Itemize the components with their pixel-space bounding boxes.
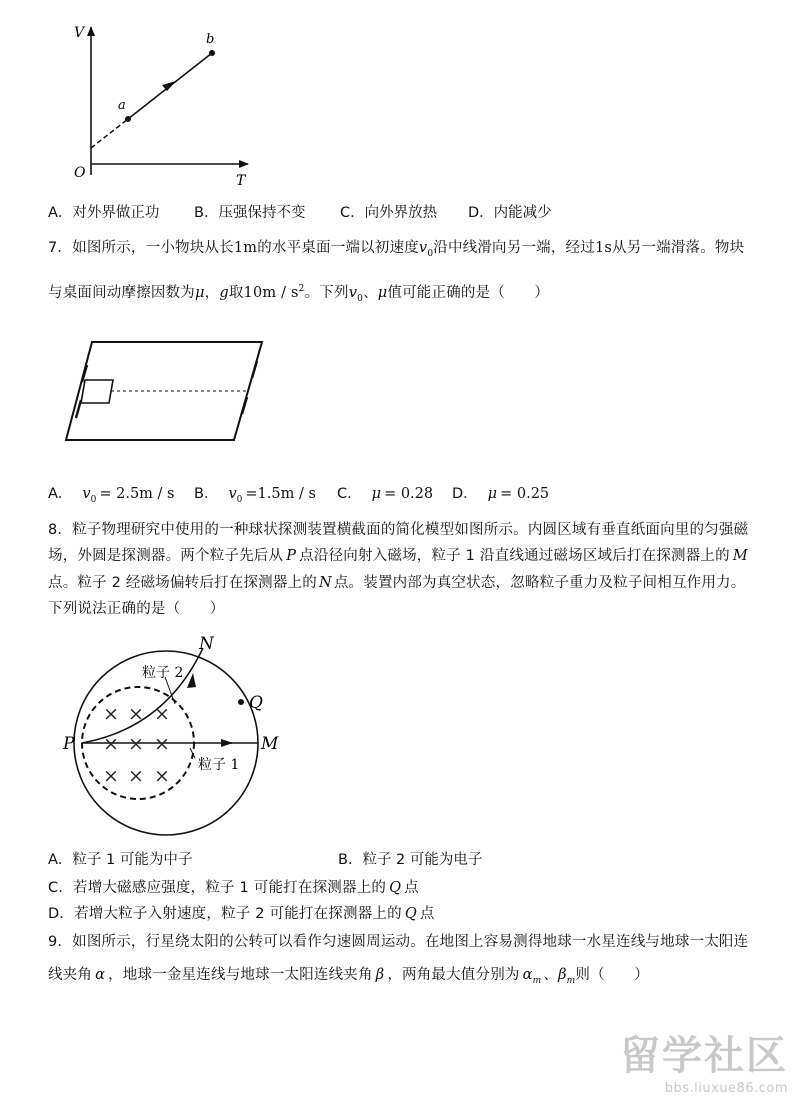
q6-option-d: D．内能减少 (468, 205, 552, 221)
q7-option-b: B． $v_0 =1.5m / s$ (194, 486, 316, 505)
label-particle-1: 粒子 1 (198, 757, 240, 773)
label-particle-2: 粒子 2 (142, 665, 184, 681)
label-m: M (261, 734, 279, 754)
q9-line-1: 9．如图所示，行星绕太阳的公转可以看作匀速圆周运动。在地图上容易测得地球一水星连线与地球一太阳连 (48, 934, 749, 950)
q8-option-c: C．若增大磁感应强度，粒子 1 可能打在探测器上的 Q 点 (48, 880, 419, 896)
origin-label: O (74, 165, 86, 181)
b-label: b (206, 32, 215, 47)
watermark-title: 留学社区 (620, 1033, 788, 1079)
point-a (125, 116, 131, 122)
q8-option-b: B．粒子 2 可能为电子 (338, 852, 483, 868)
q6-option-a: A．对外界做正功 (48, 205, 160, 221)
direction-arrow (162, 81, 176, 91)
watermark (620, 1024, 788, 1096)
q6-option-c: C．向外界放热 (340, 205, 438, 221)
q8-options-ab (48, 848, 768, 868)
q6-option-b: B．压强保持不变 (194, 205, 306, 221)
q7-option-c: C． μ = 0.28 (337, 486, 434, 502)
q7-options (48, 482, 768, 504)
q7-option-a: A． $v_0 = 2.5m / s$ (48, 486, 175, 505)
label-p: P (63, 734, 75, 754)
q8-line-3: 点。粒子 2 经磁场偏转后打在探测器上的 N 点。装置内部为真空状态，忽略粒子重力及粒子间相互作用力。 (48, 575, 746, 591)
field-cross: × (154, 765, 170, 787)
edge-mark-right-1 (252, 361, 257, 378)
edge-mark-right-2 (242, 397, 247, 414)
label-n: N (199, 634, 214, 654)
dashed-extension (91, 119, 128, 148)
field-cross: × (154, 703, 170, 725)
q8-option-d: D．若增大粒子入射速度，粒子 2 可能打在探测器上的 Q 点 (48, 906, 435, 922)
q8-line-1: 8．粒子物理研究中使用的一种球状探测装置横截面的简化模型如图所示。内圆区域有垂直纸面向里的匀强磁 (48, 522, 749, 538)
v-label: V (74, 25, 85, 41)
q6-options (48, 201, 768, 221)
a-label: a (118, 98, 126, 113)
q9-line-2: 线夹角 α ，地球一金星连线与地球一太阳连线夹角 β ，两角最大值分别为 $\alpha_m$ 、$\beta_m$则（ ） (48, 967, 649, 986)
q7-option-d: D． μ = 0.25 (452, 486, 550, 502)
q7-line-1: 7．如图所示，一小物块从长1m的水平桌面一端以初速度$v_0$沿中线滑向另一端，经过1s从另一端滑落。物块 (48, 240, 745, 259)
detector-figure (55, 630, 295, 840)
field-cross: × (128, 733, 144, 755)
q8-option-a: A．粒子 1 可能为中子 (48, 852, 193, 868)
table-figure (62, 336, 274, 448)
watermark-url: bbs.liuxue86.com (664, 1081, 788, 1096)
label-q: Q (249, 693, 263, 713)
field-cross: × (128, 703, 144, 725)
q8-line-2: 场，外圆是探测器。两个粒子先后从 P 点沿径向射入磁场，粒子 1 沿直线通过磁场区域后打在探测器上的 M (48, 548, 748, 564)
particle-2-path (82, 648, 203, 743)
field-cross: × (103, 733, 119, 755)
field-cross: × (103, 703, 119, 725)
q7-line-2: 与桌面间动摩擦因数为μ，g取$10m / s^2$。下列$v_0$、μ值可能正确的是（ ） (48, 284, 550, 304)
field-cross: × (128, 765, 144, 787)
field-cross: × (103, 765, 119, 787)
t-label: T (236, 173, 246, 189)
q8-line-4: 下列说法正确的是（ ） (48, 601, 225, 617)
field-cross: × (154, 733, 170, 755)
point-b (209, 50, 215, 56)
point-q (238, 699, 244, 705)
vt-graph (60, 15, 260, 195)
block (81, 380, 113, 403)
